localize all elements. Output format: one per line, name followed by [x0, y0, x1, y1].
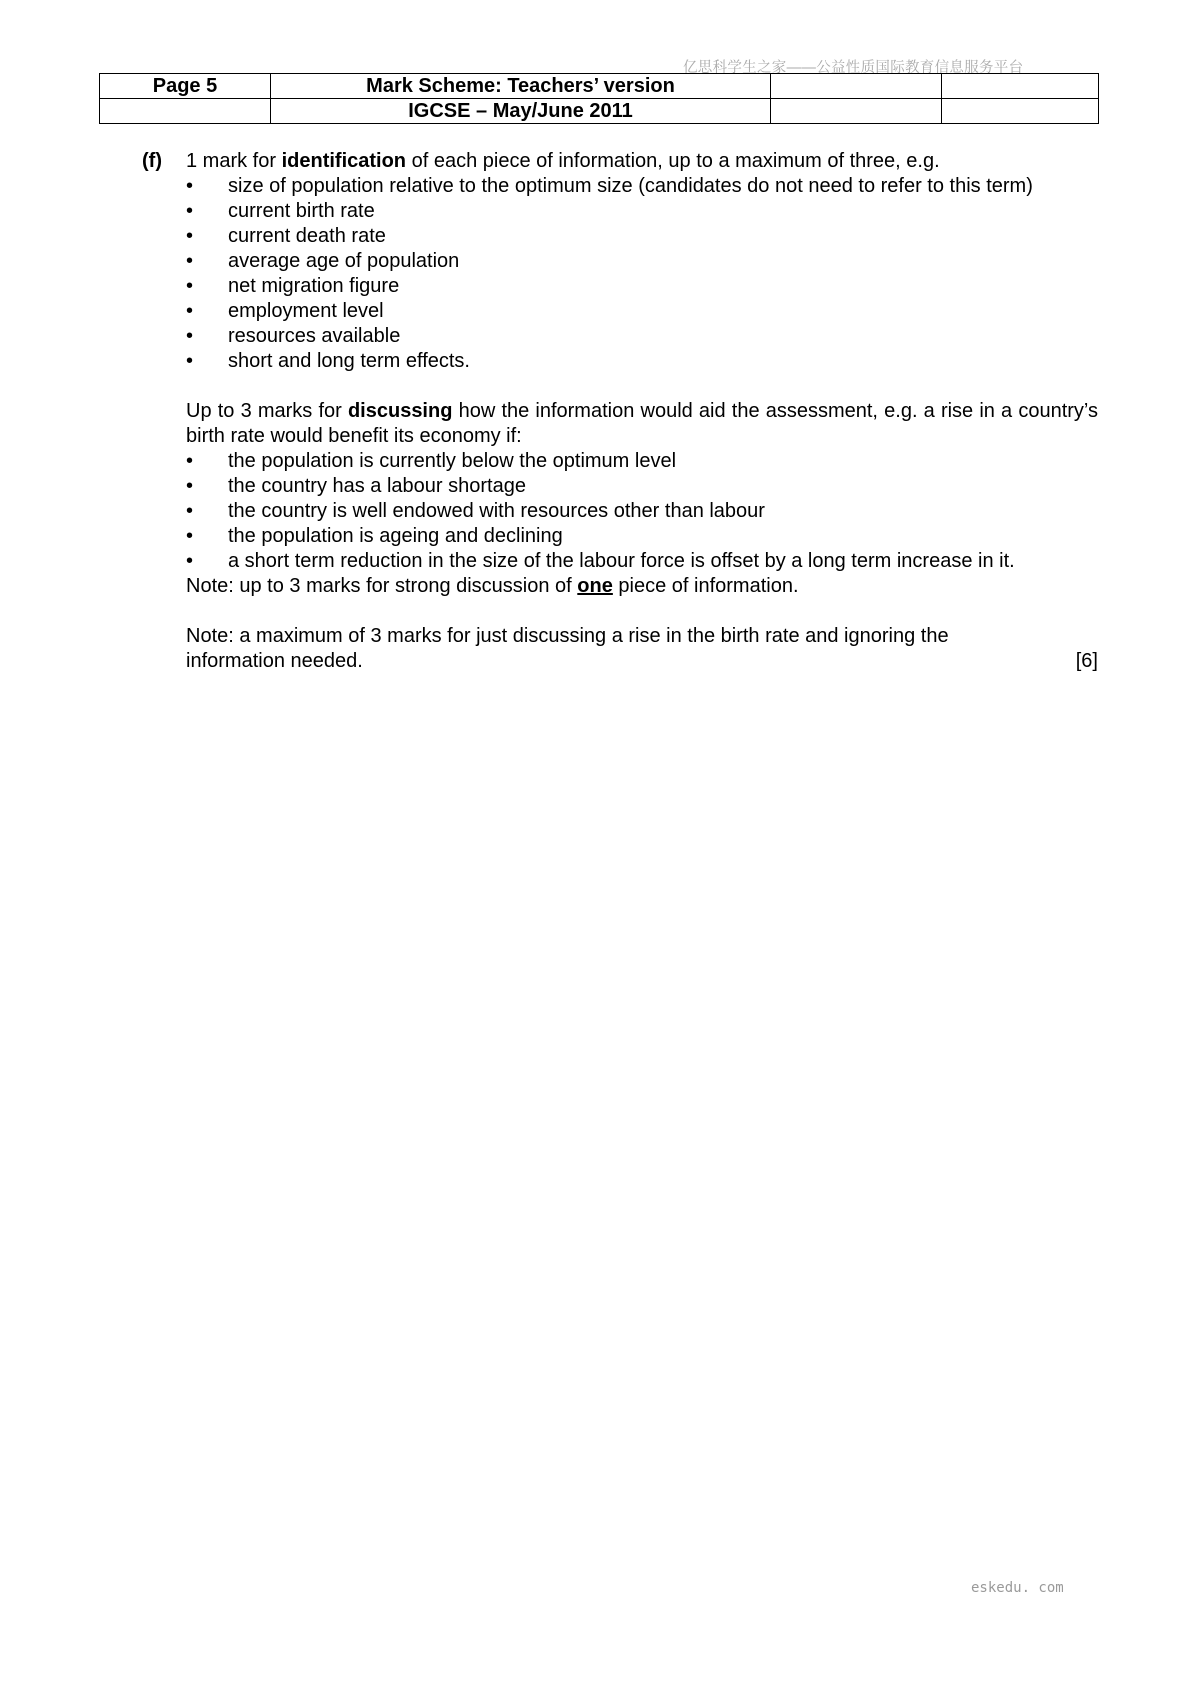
- watermark-top: 亿思科学生之家——公益性质国际教育信息服务平台: [683, 60, 1024, 76]
- list-item: • the population is currently below the optimum level: [186, 449, 1098, 474]
- list-item: • average age of population: [186, 249, 1098, 274]
- document-subtitle: IGCSE – May/June 2011: [271, 99, 771, 124]
- list-item: • short and long term effects.: [186, 349, 1098, 374]
- note-one: Note: up to 3 marks for strong discussion of one piece of information.: [186, 575, 799, 597]
- identification-intro: 1 mark for identification of each piece of information, up to a maximum of three, e.g.: [186, 150, 940, 172]
- list-item: • a short term reduction in the size of the labour force is offset by a long term increase in it.: [186, 549, 1098, 574]
- header-empty-cell: [100, 99, 271, 124]
- question-label: (f): [142, 150, 162, 172]
- page-number: Page 5: [100, 74, 271, 99]
- list-item: • current death rate: [186, 224, 1098, 249]
- header-table: [99, 73, 1099, 124]
- header-empty-cell: [942, 74, 1099, 99]
- list-item: • resources available: [186, 324, 1098, 349]
- watermark-bottom: eskedu. com: [971, 1580, 1064, 1596]
- information-list: [186, 174, 1098, 374]
- discussion-list: [186, 449, 1098, 574]
- list-item: • employment level: [186, 299, 1098, 324]
- document-title: Mark Scheme: Teachers’ version: [271, 74, 771, 99]
- note-two-final-line: [186, 649, 1098, 674]
- list-item: • the population is ageing and declining: [186, 524, 1098, 549]
- discussion-intro: Up to 3 marks for discussing how the information would aid the assessment, e.g. a rise in a country’s birth rate would benefit its economy if:: [186, 400, 1099, 447]
- note-two: Note: a maximum of 3 marks for just discussing a rise in the birth rate and ignoring the: [186, 625, 949, 647]
- question-body: [186, 149, 1098, 674]
- list-item: • current birth rate: [186, 199, 1098, 224]
- header-empty-cell: [771, 74, 942, 99]
- header-empty-cell: [942, 99, 1099, 124]
- note-two-end: information needed.: [186, 650, 363, 672]
- mark-allocation: [6]: [1075, 650, 1098, 672]
- list-item: • size of population relative to the optimum size (candidates do not need to refer to this term): [186, 174, 1098, 199]
- header-empty-cell: [771, 99, 942, 124]
- list-item: • net migration figure: [186, 274, 1098, 299]
- list-item: • the country has a labour shortage: [186, 474, 1098, 499]
- list-item: • the country is well endowed with resources other than labour: [186, 499, 1098, 524]
- question-f: [142, 149, 1098, 674]
